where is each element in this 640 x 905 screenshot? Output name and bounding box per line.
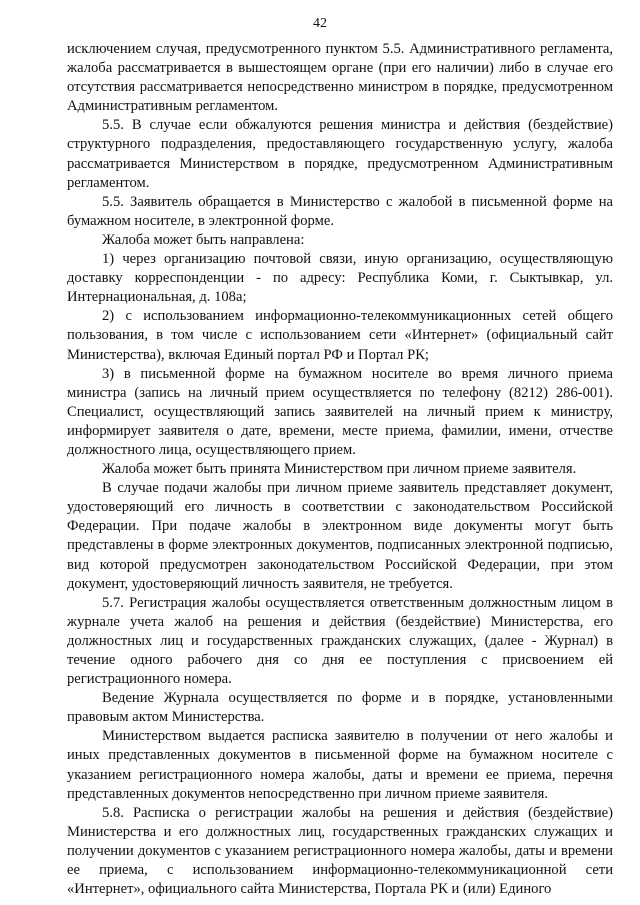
paragraph-journal-keeping: Ведение Журнала осуществляется по форме и в порядке, установленными правовым актом Министерства.	[67, 690, 613, 726]
paragraph-5-7-registration: 5.7. Регистрация жалобы осуществляется ответственным должностным лицом в журнале учета жалоб на решения и действия (бездействие) Министерства, его должностных лиц и государственных гражданских служащих, (далее - Журнал) в течение одного рабочего дня со дня ее поступления с присвоением ей регистрационного номера.	[67, 594, 613, 688]
paragraph-complaint-channels-intro: Жалоба может быть направлена:	[102, 231, 305, 248]
list-item-postal: 1) через организацию почтовой связи, иную организацию, осуществляющую доставку корреспонденции - по адресу: Республика Коми, г. Сыктывкар, ул. Интернациональная, д. 108а;	[67, 251, 613, 306]
document-body	[67, 40, 613, 899]
list-item-internet: 2) с использованием информационно-телекоммуникационных сетей общего пользования, в том числе с использованием сети «Интернет» (официальный сайт Министерства), включая Единый портал РФ и Портал РК;	[67, 308, 613, 363]
paragraph-5-5-applicant: 5.5. Заявитель обращается в Министерство с жалобой в письменной форме на бумажном носителе, в электронной форме.	[67, 193, 613, 229]
paragraph-continuation: исключением случая, предусмотренного пунктом 5.5. Административного регламента, жалоба рассматривается в вышестоящем органе (при его наличии) либо в случае его отсутствия рассматривается непосредственно министром в порядке, предусмотренном Административным регламентом.	[67, 41, 613, 115]
paragraph-personal-acceptance: Жалоба может быть принята Министерством при личном приеме заявителя.	[102, 461, 577, 478]
paragraph-5-5-appeal-ministry: 5.5. В случае если обжалуются решения министра и действия (бездействие) структурного подразделения, предоставляющего государственную услугу, жалоба рассматривается Министерством в порядке, предусмотренном Административным регламентом.	[67, 117, 613, 191]
paragraph-receipt-issuance: Министерством выдается расписка заявителю в получении от него жалобы и иных представленных документов в письменной форме на бумажном носителе с указанием регистрационного номера жалобы, даты и времени ее приема, перечня представленных документов непосредственно при личном приеме заявителя.	[67, 728, 613, 802]
list-item-personal-reception: 3) в письменной форме на бумажном носителе во время личного приема министра (запись на личный прием осуществляется по телефону (8212) 286-001). Специалист, осуществляющий запись заявителей на личный прием к министру, информирует заявителя о дате, времени, месте приема, фамилии, имени, отчестве должностного лица, осуществляющего прием.	[67, 365, 613, 458]
paragraph-identity-document: В случае подачи жалобы при личном приеме заявитель представляет документ, удостоверяющий его личность в соответствии с законодательством Российской Федерации. При подаче жалобы в электронном виде документы могут быть представлены в форме электронных документов, подписанных электронной подписью, вид которой предусмотрен законодательством Российской Федерации, при этом документ, удостоверяющий личность заявителя, не требуется.	[67, 480, 613, 592]
paragraph-5-8-receipt: 5.8. Расписка о регистрации жалобы на решения и действия (бездействие) Министерства и его должностных лиц, государственных гражданских служащих и получении документов с указанием регистрационного номера жалобы, даты и времени ее приема, с использованием информационно-телекоммуникационной сети «Интернет», официального сайта Министерства, Портала РК и (или) Единого	[67, 804, 613, 898]
page-number: 42	[313, 16, 327, 31]
